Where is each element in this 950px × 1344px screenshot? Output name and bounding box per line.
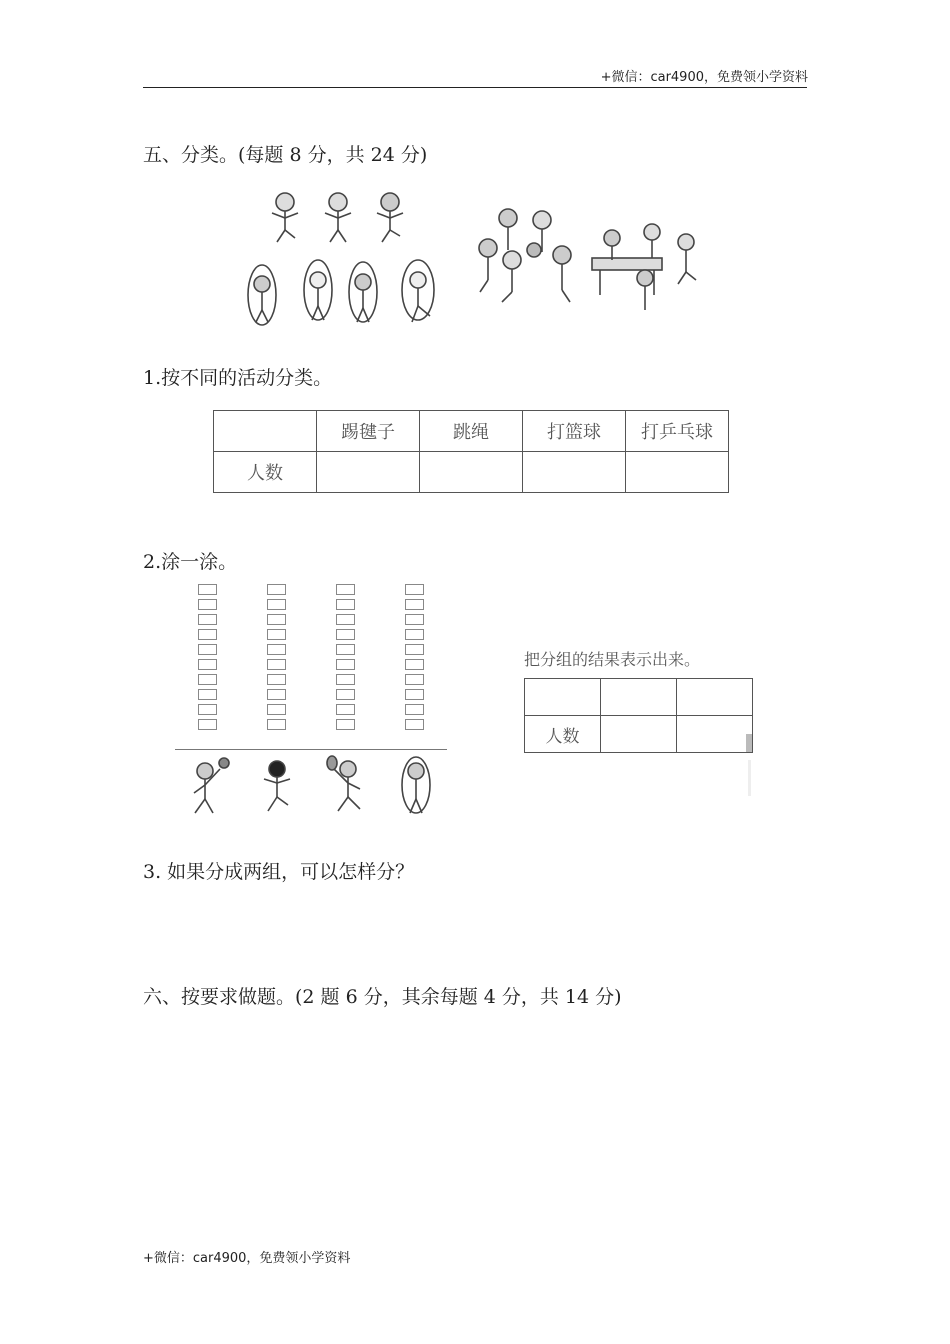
color-box[interactable] <box>336 614 355 625</box>
color-box[interactable] <box>267 674 286 685</box>
color-box[interactable] <box>267 689 286 700</box>
q2-count-row <box>525 716 753 753</box>
color-box[interactable] <box>405 704 424 715</box>
q1-count-row <box>214 452 729 493</box>
q2-table <box>524 678 753 753</box>
q1-answer-cell[interactable] <box>317 452 420 493</box>
color-box[interactable] <box>267 659 286 670</box>
color-box[interactable] <box>198 674 217 685</box>
ping-pong-player-icon <box>327 756 360 811</box>
q1-answer-cell[interactable] <box>626 452 729 493</box>
color-box[interactable] <box>336 704 355 715</box>
basketball-group <box>479 209 571 302</box>
color-box[interactable] <box>198 584 217 595</box>
color-box[interactable] <box>405 719 424 730</box>
color-column-3 <box>336 584 356 734</box>
q1-label: 1.按不同的活动分类。 <box>143 367 333 389</box>
color-box[interactable] <box>405 644 424 655</box>
color-box[interactable] <box>405 629 424 640</box>
color-box[interactable] <box>336 599 355 610</box>
header-divider <box>143 87 807 88</box>
rope-jumper-figure-4 <box>402 260 434 322</box>
color-box[interactable] <box>336 689 355 700</box>
shuttlecock-kicker-icon <box>264 761 290 811</box>
scan-artifact <box>746 734 752 752</box>
page-footer: +微信：car4900，免费领小学资料 <box>143 1251 351 1266</box>
q1-header-basketball: 打篮球 <box>523 411 626 452</box>
q2-label: 2.涂一涂。 <box>143 551 238 573</box>
q2-caption: 把分组的结果表示出来。 <box>524 650 701 669</box>
color-column-1 <box>198 584 218 734</box>
color-box[interactable] <box>405 614 424 625</box>
color-box[interactable] <box>267 599 286 610</box>
q1-header-shuttlecock: 踢毽子 <box>317 411 420 452</box>
scan-artifact <box>748 760 751 796</box>
color-box[interactable] <box>405 674 424 685</box>
rope-jumper-figure-1 <box>248 265 276 325</box>
color-box[interactable] <box>405 659 424 670</box>
color-box[interactable] <box>267 614 286 625</box>
color-box[interactable] <box>198 599 217 610</box>
color-box[interactable] <box>336 629 355 640</box>
q2-row-label: 人数 <box>525 716 601 753</box>
q2-figures <box>180 755 440 820</box>
color-box[interactable] <box>267 644 286 655</box>
q1-header-pingpong: 打乒乓球 <box>626 411 729 452</box>
q3-label: 3. 如果分成两组，可以怎样分？ <box>143 861 415 883</box>
color-column-4 <box>405 584 425 734</box>
shuttlecock-kicker-figure-1 <box>272 193 298 242</box>
q1-row-label: 人数 <box>214 452 317 493</box>
color-box[interactable] <box>267 629 286 640</box>
q2-answer-cell[interactable] <box>601 716 677 753</box>
q2-header-cell[interactable] <box>601 679 677 716</box>
activities-illustration <box>240 180 720 330</box>
q2-answer-cell[interactable] <box>677 716 753 753</box>
ping-pong-group <box>592 224 696 310</box>
page-header: +微信：car4900，免费领小学资料 <box>600 70 808 85</box>
rope-jumper-icon <box>402 757 430 813</box>
q2-header-row <box>525 679 753 716</box>
color-box[interactable] <box>267 704 286 715</box>
color-box[interactable] <box>198 719 217 730</box>
section5-title: 五、分类。(每题 8 分，共 24 分) <box>143 144 428 166</box>
q2-header-cell[interactable] <box>677 679 753 716</box>
color-box[interactable] <box>198 689 217 700</box>
color-box[interactable] <box>267 584 286 595</box>
color-box[interactable] <box>405 584 424 595</box>
q1-answer-cell[interactable] <box>420 452 523 493</box>
rope-jumper-figure-2 <box>304 260 332 320</box>
q1-header-row <box>214 411 729 452</box>
color-box[interactable] <box>336 584 355 595</box>
color-box[interactable] <box>336 719 355 730</box>
color-box[interactable] <box>198 629 217 640</box>
color-column-2 <box>267 584 287 734</box>
q2-header-cell[interactable] <box>525 679 601 716</box>
q1-answer-cell[interactable] <box>523 452 626 493</box>
q1-header-blank <box>214 411 317 452</box>
basketball-player-icon <box>194 758 229 813</box>
shuttlecock-kicker-figure-3 <box>377 193 403 242</box>
color-box[interactable] <box>267 719 286 730</box>
color-box[interactable] <box>198 659 217 670</box>
shuttlecock-kicker-figure-2 <box>325 193 351 242</box>
color-box[interactable] <box>405 599 424 610</box>
section6-title: 六、按要求做题。(2 题 6 分，其余每题 4 分，共 14 分) <box>143 986 622 1008</box>
color-box[interactable] <box>336 674 355 685</box>
color-box[interactable] <box>198 614 217 625</box>
q1-header-rope: 跳绳 <box>420 411 523 452</box>
color-box[interactable] <box>405 689 424 700</box>
color-box[interactable] <box>198 644 217 655</box>
q1-table <box>213 410 729 493</box>
rope-jumper-figure-3 <box>349 262 377 322</box>
color-box[interactable] <box>336 644 355 655</box>
color-box[interactable] <box>336 659 355 670</box>
bar-baseline <box>175 749 447 750</box>
color-box[interactable] <box>198 704 217 715</box>
